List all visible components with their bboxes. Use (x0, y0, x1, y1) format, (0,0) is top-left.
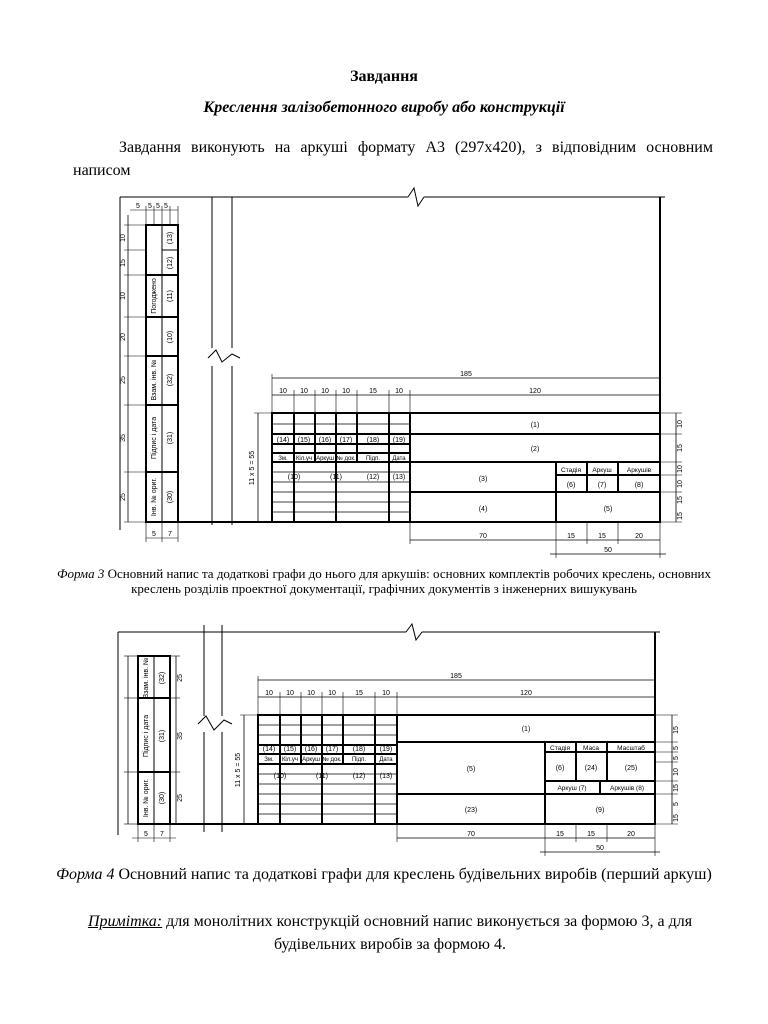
note-paragraph (60, 910, 720, 956)
form3-dim-frame: 25 (120, 376, 127, 384)
form4-dim-185: 185 (450, 673, 462, 680)
form3-stage-label: Стадія (561, 467, 581, 474)
form4-dim-top: 10 (382, 690, 390, 697)
form3-cell-header: Аркуш (316, 456, 334, 462)
form4-cell-header: Зм. (264, 757, 274, 763)
form3-side-code: (31) (167, 431, 174, 445)
form3-cell-code: (19) (392, 437, 406, 444)
form3-dim-right: 10 (677, 480, 684, 488)
form3-dim-right: 15 (677, 444, 684, 452)
form4-cell-header: Аркуш (302, 757, 320, 763)
form4-dim-right: 10 (673, 768, 680, 776)
form3-side-label: Інв. № ориг. (151, 477, 158, 517)
form4-cell-code: (18) (352, 746, 366, 753)
form4-dim-bottom: 15 (556, 831, 564, 838)
form3-caption-text: Основний напис та додаткові графи до нього для аркушів: основних комплектів робочих креслень, основних креслень розділів проектної документації, графічних документів з інженерних вишукувань (104, 566, 712, 596)
form4-dim-bottom: 50 (596, 845, 604, 852)
form4-caption-label: Форма 4 (56, 866, 115, 883)
intro-paragraph: Завдання виконують на аркуші формату А3 (297х420), з відповідним основним написом (73, 139, 713, 179)
form3-dim-bottom: 50 (604, 547, 612, 554)
form4-sheet-label: Аркушів (8) (610, 785, 644, 792)
form4-side-label: Інв. № ориг. (143, 778, 150, 818)
form4-cell-code: (10) (273, 773, 287, 780)
form4-cell-header: Підп. (351, 757, 367, 763)
form3-cell-code: (15) (297, 437, 311, 444)
form3-dim-frame: 5 (136, 203, 140, 210)
form3-dim-right: 15 (677, 512, 684, 520)
form4-dim-right: 5 (673, 802, 680, 806)
form4-stage-code: (6) (555, 765, 565, 772)
form3-dim-right: 10 (677, 465, 684, 473)
form3-dim-frame: 7 (168, 531, 172, 538)
form4-dim-frame: 25 (177, 674, 184, 682)
form4-dim-right: 5 (673, 746, 680, 750)
form4-dim-right: 15 (673, 784, 680, 792)
form4-side-label: Взам. інв. № (143, 657, 150, 699)
form4-dim-frame: 5 (144, 831, 148, 838)
form4-dim-right: 15 (673, 814, 680, 822)
form3-cell-code: (18) (366, 437, 380, 444)
form3-dim-frame: 25 (120, 493, 127, 501)
form4-stage-label: Стадія (550, 745, 570, 752)
form3-dim-top: 10 (342, 388, 350, 395)
form3-dim-frame: 5 (164, 203, 168, 210)
form3-dim-top: 120 (529, 388, 541, 395)
form4-cell-code: (5) (466, 766, 476, 773)
form4-caption (40, 864, 728, 886)
form4-dim-top: 10 (265, 690, 273, 697)
form3-dim-right: 15 (677, 496, 684, 504)
form4-cell-code: (12) (352, 773, 366, 780)
form4-cell-code: (16) (304, 746, 318, 753)
form3-side-code: (12) (167, 256, 174, 270)
form4-dim-top: 10 (286, 690, 294, 697)
form3-cell-code: (2) (530, 446, 540, 453)
form4-cell-code: (14) (262, 746, 276, 753)
form3-side-label: Взам. інв. № (151, 359, 158, 401)
form4-dim-bottom: 15 (587, 831, 595, 838)
form3-dim-bottom: 70 (479, 533, 487, 540)
form4-sheet-code: (9) (595, 807, 605, 814)
form4-cell-code: (1) (521, 726, 531, 733)
form3-cell-code: (5) (603, 506, 613, 513)
form3-cell-code: (11) (330, 474, 342, 481)
form3-side-code: (30) (167, 490, 174, 504)
form4-dim-frame: 25 (177, 794, 184, 802)
form4-dim-top: 10 (328, 690, 336, 697)
form3-dim-185: 185 (460, 371, 472, 378)
form3-cell-code: (1) (530, 422, 540, 429)
form3-cell-header: № док. (336, 456, 356, 462)
form3-stage-label: Аркушів (626, 467, 652, 474)
form4-dim-top: 120 (520, 690, 532, 697)
form4-cell-header: № док. (322, 757, 342, 763)
form4-side-code: (32) (159, 671, 166, 685)
form3-cell-code: (13) (392, 474, 406, 481)
form3-side-code: (11) (167, 290, 174, 302)
form4-cell-header: Дата (379, 757, 393, 763)
form4-dim-right: 15 (673, 726, 680, 734)
form3-dim-bottom: 15 (567, 533, 575, 540)
form4-side-label: Підпис і дата (143, 714, 150, 758)
form3-dim-top: 10 (300, 388, 308, 395)
form3-side-code: (13) (167, 231, 174, 245)
form3-dim-frame: 10 (120, 292, 127, 300)
form4-side-code: (30) (159, 791, 166, 805)
form3-side-code: (32) (167, 373, 174, 387)
form4-dim-right: 5 (673, 756, 680, 760)
form3-cell-header: Дата (392, 456, 406, 462)
note-label: Примітка: (87, 913, 163, 930)
form4-caption-text: Основний напис та додаткові графи для креслень будівельних виробів (перший аркуш) (114, 866, 712, 883)
form3-drawing (0, 180, 768, 560)
form3-cell-code: (12) (366, 474, 380, 481)
form3-dim-top: 10 (279, 388, 287, 395)
form3-dim-bottom: 15 (598, 533, 606, 540)
form4-dim-frame: 7 (160, 831, 164, 838)
form3-cell-code: (14) (276, 437, 290, 444)
form4-stage-label: Масштаб (617, 745, 645, 752)
form4-cell-code: (11) (316, 773, 328, 780)
form4-dim-height: 11 х 5 = 55 (235, 752, 242, 788)
form4-dim-bottom: 70 (467, 831, 475, 838)
form4-cell-code: (13) (379, 773, 393, 780)
form3-dim-frame: 5 (152, 531, 156, 538)
form3-cell-code: (3) (478, 476, 488, 483)
form4-stage-code: (25) (624, 765, 638, 772)
form3-dim-right: 10 (677, 420, 684, 428)
form3-dim-frame: 35 (120, 434, 127, 442)
form4-drawing (0, 620, 768, 860)
page-title: Завдання (350, 68, 418, 85)
form3-dim-frame: 10 (120, 234, 127, 242)
form3-dim-frame: 5 (156, 203, 160, 210)
form3-dim-height: 11 х 5 = 55 (249, 450, 256, 486)
form4-dim-top: 15 (355, 690, 363, 697)
form4-cell-code: (19) (379, 746, 393, 753)
form3-caption-label: Форма 3 (56, 566, 105, 581)
form3-stage-code: (8) (634, 482, 644, 489)
form3-dim-bottom: 20 (635, 533, 643, 540)
form4-sheet-label: Аркуш (7) (557, 785, 587, 792)
form3-side-code: (10) (167, 330, 174, 344)
form4-side-code: (31) (159, 729, 166, 743)
form4-cell-code: (15) (283, 746, 297, 753)
form4-dim-frame: 35 (177, 732, 184, 740)
form4-dim-bottom: 20 (627, 831, 635, 838)
form3-dim-frame: 15 (120, 259, 127, 267)
form3-dim-top: 10 (321, 388, 329, 395)
note-text: для монолітних конструкцій основний напис виконується за формою 3, а для будівельних виробів за формою 4. (162, 913, 693, 953)
form3-stage-code: (6) (566, 482, 576, 489)
form3-dim-frame: 5 (148, 203, 152, 210)
form3-cell-header: Підп. (365, 456, 381, 462)
form4-stage-label: Маса (583, 745, 599, 752)
form4-stage-code: (24) (584, 765, 598, 772)
form3-cell-header: Зм. (278, 456, 288, 462)
form3-cell-code: (17) (339, 437, 353, 444)
form3-side-label: Погоджено (151, 278, 158, 314)
form3-caption (40, 566, 728, 596)
form3-dim-top: 15 (369, 388, 377, 395)
form3-cell-header: Кіл.уч (295, 456, 313, 462)
form3-cell-code: (10) (287, 474, 301, 481)
form3-side-label: Підпис і дата (151, 416, 158, 460)
form4-cell-header: Кіл.уч (281, 757, 299, 763)
form3-cell-code: (16) (318, 437, 332, 444)
form4-dim-top: 10 (307, 690, 315, 697)
form3-stage-code: (7) (597, 482, 607, 489)
form4-cell-code: (17) (325, 746, 339, 753)
form3-dim-frame: 20 (120, 333, 127, 341)
form3-stage-label: Аркуш (592, 467, 612, 474)
page-subtitle: Креслення залізобетонного виробу або конструкції (203, 99, 565, 116)
form4-cell-code: (23) (464, 807, 478, 814)
form3-cell-code: (4) (478, 506, 488, 513)
form3-dim-top: 10 (395, 388, 403, 395)
